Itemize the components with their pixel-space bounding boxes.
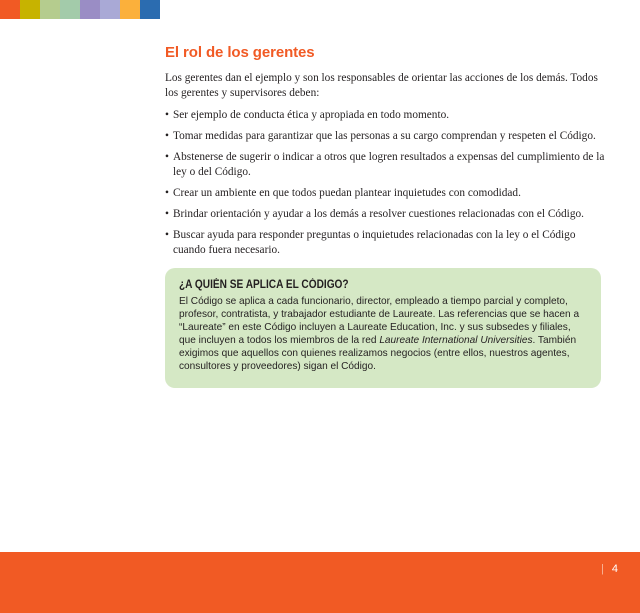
callout-network-name: Laureate International Universities xyxy=(379,335,533,346)
callout-title: ¿A QUIÉN SE APLICA EL CÓDIGO? xyxy=(179,279,349,291)
list-item-text: Buscar ayuda para responder preguntas o inquietudes relacionadas con la ley o el Código cuando fuera necesario. xyxy=(173,229,576,256)
main-content xyxy=(165,44,605,264)
section-title: El rol de los gerentes xyxy=(165,44,315,61)
list-item-text: Tomar medidas para garantizar que las personas a su cargo comprendan y respeten el Código. xyxy=(173,130,596,142)
color-strip xyxy=(0,0,160,19)
bullet-icon: • xyxy=(165,130,169,142)
list-item xyxy=(165,129,605,144)
bullet-list xyxy=(165,108,605,258)
list-item-text: Ser ejemplo de conducta ética y apropiada en todo momento. xyxy=(173,109,450,121)
color-swatch xyxy=(140,0,160,19)
page-separator: | xyxy=(601,563,604,575)
callout-body-text-end: . También exigimos que aquellos con quienes realizamos negocios (entre ellos, nuestros agentes, consultores y proveedores) sigan el Código. xyxy=(179,335,577,372)
list-item xyxy=(165,186,605,201)
list-item xyxy=(165,207,605,222)
list-item xyxy=(165,108,605,123)
callout-body-text: El Código se aplica a cada funcionario, director, empleado a tiempo parcial y completo, profesor, contratista, y trabajador estudiante de Laureate. Las referencias que se hacen a “Laureate” en este Código incluyen a Laureate Education, Inc. y sus subsedes y filiales, que incluyen a todos los miembros de la red xyxy=(179,296,580,346)
color-swatch xyxy=(40,0,60,19)
list-item xyxy=(165,150,605,180)
callout-box xyxy=(165,268,601,388)
color-swatch xyxy=(0,0,20,19)
list-item-text: Abstenerse de sugerir o indicar a otros que logren resultados a expensas del cumplimiento de la ley o del Código. xyxy=(173,151,605,178)
list-item-text: Brindar orientación y ayudar a los demás a resolver cuestiones relacionadas con el Código. xyxy=(173,208,584,220)
callout-body xyxy=(179,295,587,373)
list-item xyxy=(165,228,605,258)
color-swatch xyxy=(20,0,40,19)
page-number-value: 4 xyxy=(611,563,618,575)
bullet-icon: • xyxy=(165,208,169,220)
bullet-icon: • xyxy=(165,109,169,121)
color-swatch xyxy=(100,0,120,19)
bullet-icon: • xyxy=(165,229,169,241)
color-swatch xyxy=(80,0,100,19)
color-swatch xyxy=(60,0,80,19)
bullet-icon: • xyxy=(165,151,169,163)
section-intro: Los gerentes dan el ejemplo y son los responsables de orientar las acciones de los demás. Todos los gerentes y supervisores deben: xyxy=(165,72,598,99)
color-swatch xyxy=(120,0,140,19)
page-number xyxy=(601,563,618,575)
footer-band xyxy=(0,552,640,613)
bullet-icon: • xyxy=(165,187,169,199)
list-item-text: Crear un ambiente en que todos puedan plantear inquietudes con comodidad. xyxy=(173,187,521,199)
